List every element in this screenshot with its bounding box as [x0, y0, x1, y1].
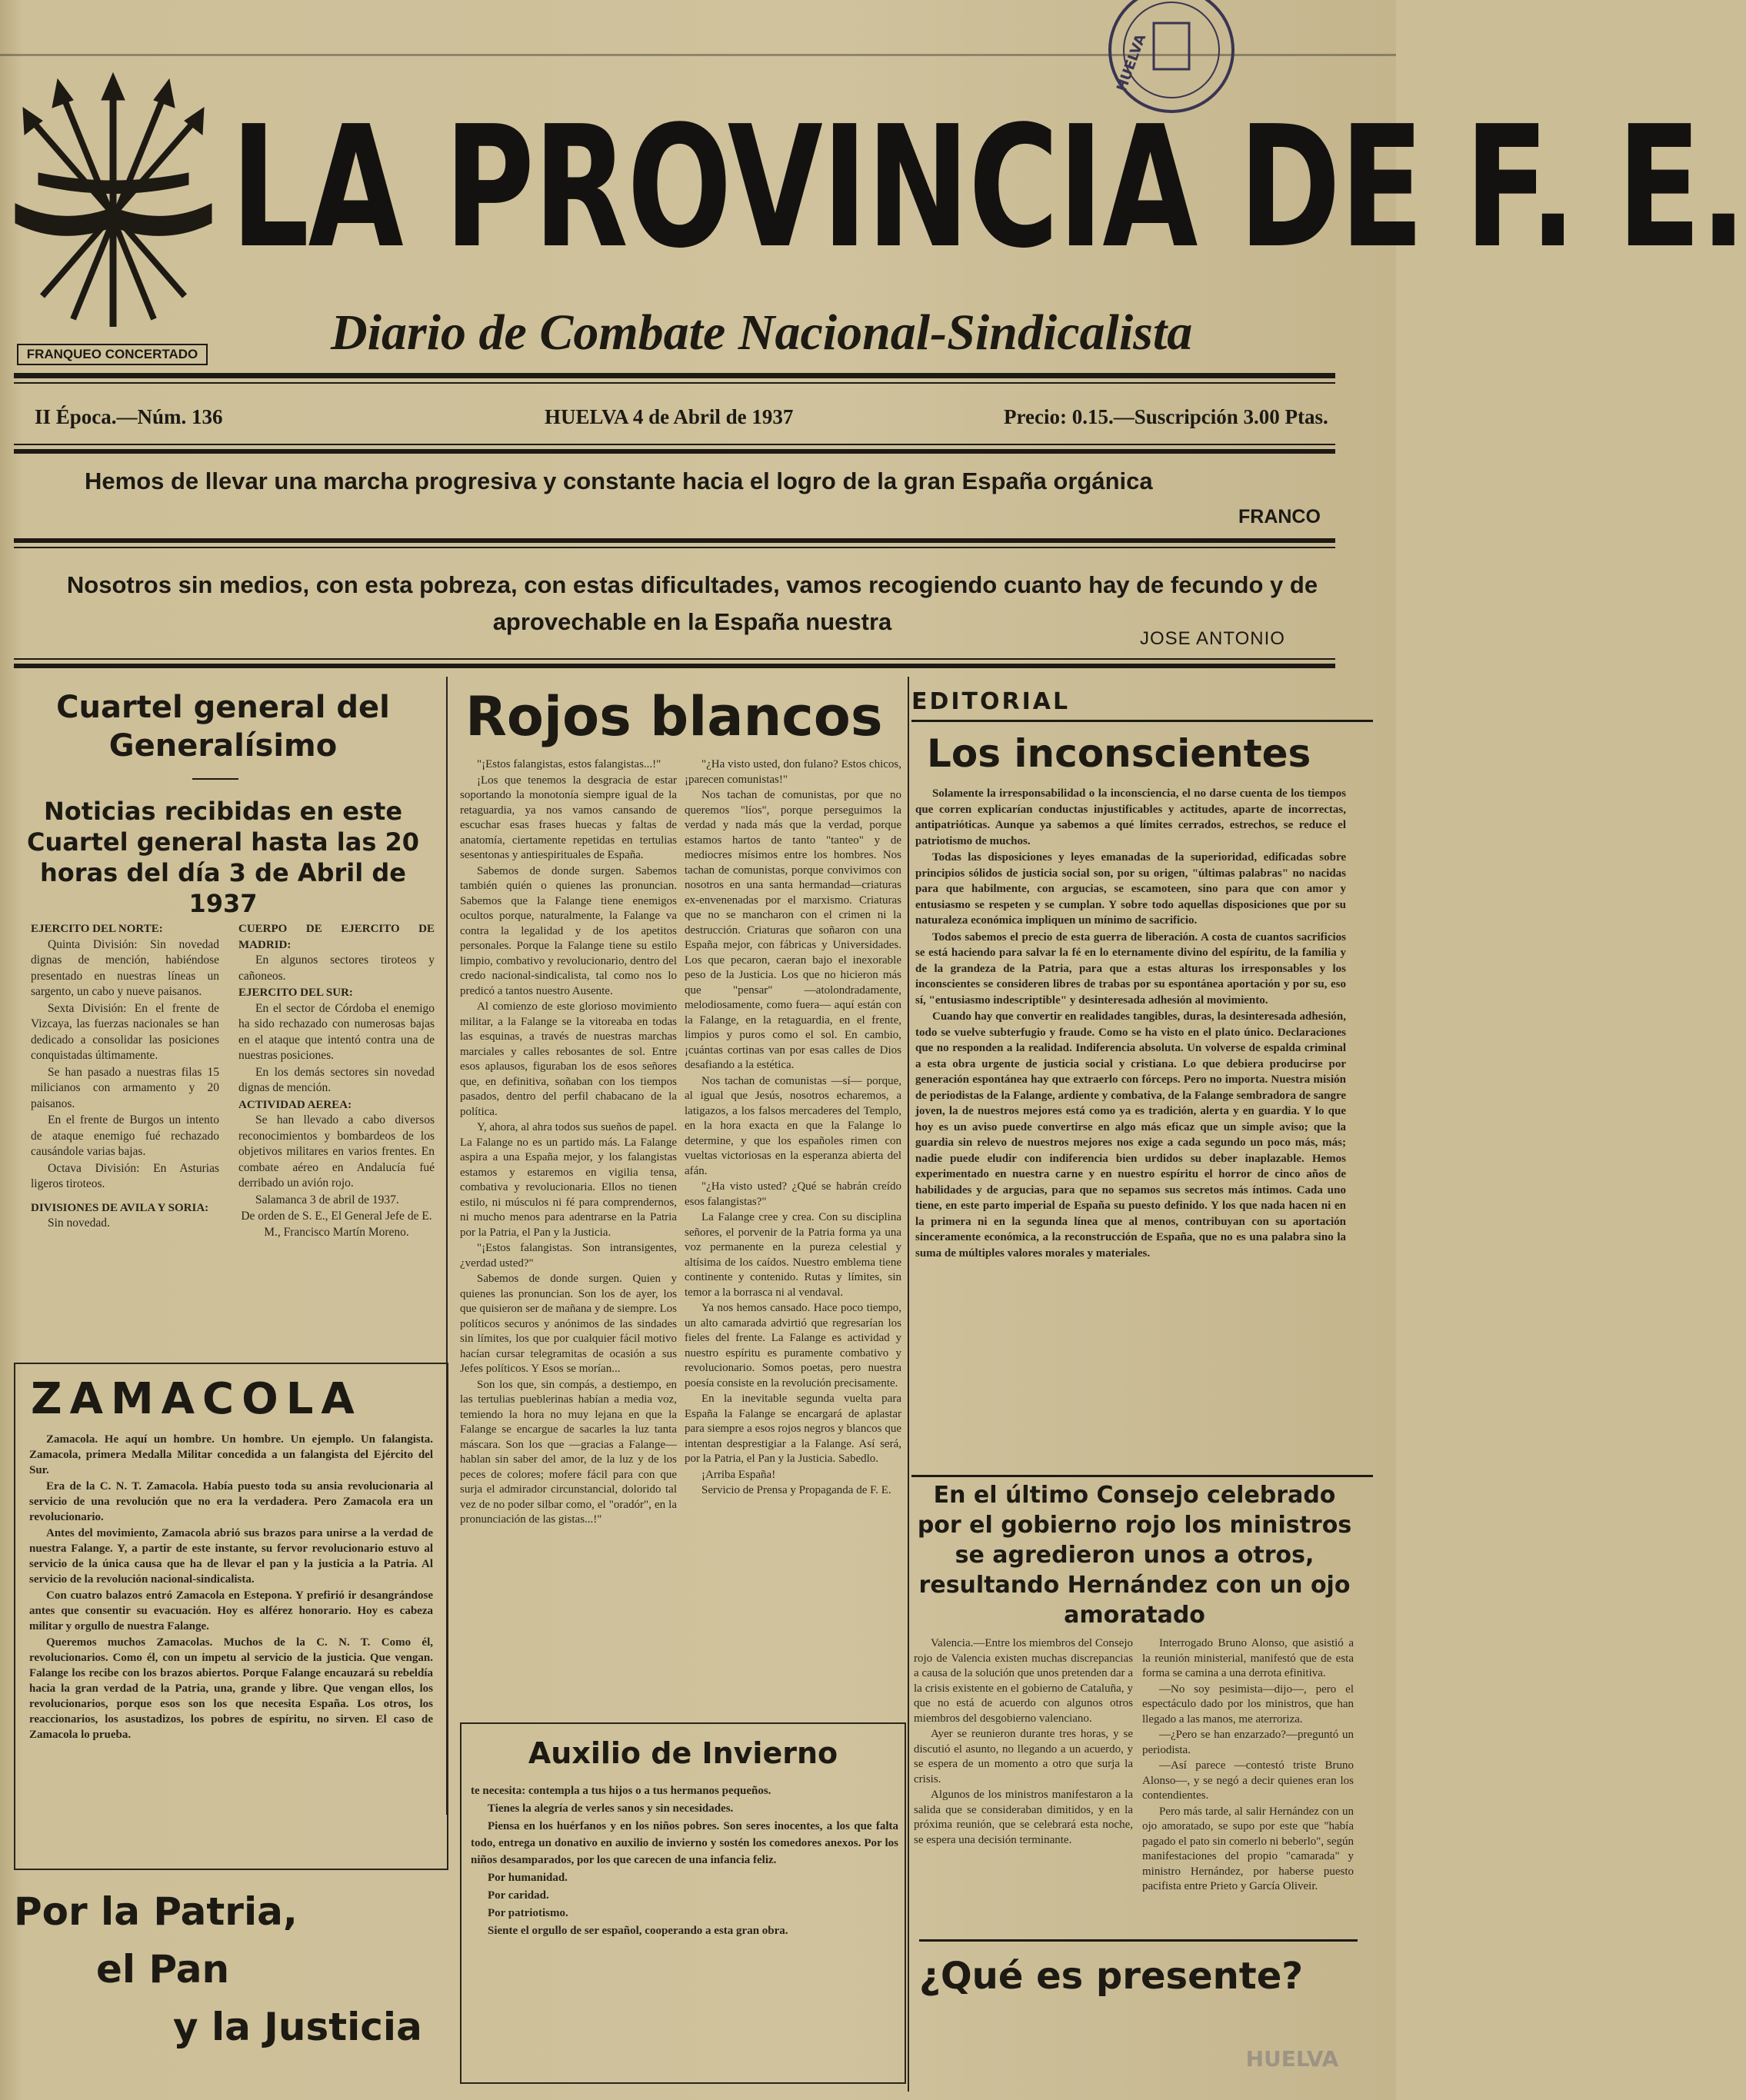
editorial-p4: Cuando hay que convertir en realidades tangibles, duras, la desinteresada adhesión, todo se vuelve subterfugio y fraude. Como se ha visto en el plato único. Declaraciones que no responden a la realidad. Indiferencia absoluta. Un volverse de espalda criminal a esta obra urgente de justicia social y cristiana. Lo que debiera producirse por generación espontánea hay que extraerlo con fórceps. Pero no importa. Nuestra misión de periodistas de la Falange, ardiente y combativa, de la Falange sembradora de sangre joven, la de nuestros mejores está como ya es tradición, alerta y en guardia. Y lo que hoy es un aviso puede convertirse en algo más eficaz que un simple aviso; que la guardia sin relevo de nuestros mejores nos exige a cada segundo un poco más, más; nadie puede eludir con indiferencia bien urdidos su deber inaplazable. Hemos experimentado en nuestra carne y en nuestro espíritu el horror de cinco años de habilidades y de argucias, para que no sepamos sus secretos más íntimos. Cada uno tiene, en este parto imperial de España su puesto definido. Y los que nada hacen ni en la primera ni en la segunda línea que al menos, contribuyan con su aportación sinceramente económica, a la reconstrucción de España, que no es una palabra sino la suma de múltiples valores morales y materiales. — [915, 1010, 1346, 1260]
cuartel-right-heading-3: ACTIVIDAD AEREA: — [238, 1098, 352, 1111]
zamacola-p3: Antes del movimiento, Zamacola abrió sus brazos para unirse a la verdad de nuestra Falange. Y, a partir de este instante, su fervor revolucionario estuvo al servicio de la única causa que ha de llevar el pan y la justicia a la Patria. Al servicio de la revolución nacional-sindicalista. — [29, 1527, 433, 1586]
issue-number: II Época.—Núm. 136 — [35, 405, 223, 428]
rojos-p17: Servicio de Prensa y Propaganda de F. E. — [701, 1484, 891, 1496]
place-date: HUELVA 4 de Abril de 1937 — [545, 405, 794, 428]
masthead-rule-thick — [14, 373, 1335, 378]
cuartel-left-p3: Se han pasado a nuestras filas 15 milicianos con armamento y 20 paisanos. — [31, 1065, 219, 1110]
zamacola-p4: Con cuatro balazos entró Zamacola en Estepona. Y prefirió ir desangrándose antes que consentir su evacuación. Hoy es alférez honorario. Hoy es cabeza militar y orgullo de nuestra Falange. — [29, 1589, 433, 1632]
consejo-p4: Interrogado Bruno Alonso, que asistió a la reunión ministerial, manifestó que de esta forma se camina a una derrota efinitiva. — [1142, 1637, 1354, 1679]
cuartel-left-p1: Quinta División: Sin novedad dignas de mención, habiéndose presentado en nuestras líneas un sargento, un cabo y nueve paisanos. — [31, 937, 219, 998]
newspaper-subtitle: Diario de Combate Nacional-Sindicalista — [331, 305, 1193, 361]
rojos-p14: Ya nos hemos cansado. Hace poco tiempo, un alto camarada advirtió que regresarían los fieles del frente. La Falange es actividad y nuestro espíritu es puramente combativo y revolucionario. Somos poetas, pero nuestra poesía consiste en la revolución precisamente. — [685, 1302, 901, 1389]
editorial-p2: Todas las disposiciones y leyes emanadas de la superioridad, edificadas sobre principios sólidos de justicia social son, por su origen, "últimas palabras" no nacidas para que habilmente, con argucias, se escamoteen, sino para que con amor y entusiasmo se respeten y se cumplan. Y sobre todo aquellas disposiciones que por su naturaleza económica impliquen un mínimo de sacrificio. — [915, 851, 1346, 927]
patria-slogan-line-3: y la Justicia — [173, 2005, 422, 2049]
franqueo-label: FRANQUEO CONCERTADO — [17, 344, 208, 365]
auxilio-p4: Siente el orgullo de ser español, cooperando a esta gran obra. — [488, 1925, 788, 1937]
cuartel-subtitle: Noticias recibidas en este Cuartel general hasta las 20 horas del día 3 de Abril de 1937 — [26, 797, 420, 918]
cuartel-left-p2: Sexta División: En el frente de Vizcaya, las fuerzas nacionales se han dedicado a consolidar las posiciones conquistadas últimamente. — [31, 1001, 219, 1062]
quote-rule-b — [14, 547, 1335, 548]
rojos-title: Rojos blancos — [465, 685, 883, 748]
masthead-rule-thin — [14, 382, 1335, 384]
consejo-p6: —¿Pero se han enzarzado?—preguntó un periodista. — [1142, 1729, 1354, 1756]
zamacola-p5: Queremos muchos Zamacolas. Muchos de la C. N. T. Como él, revolucionarios. Como él, con un impetu al servicio de la justicia. Que vengan. Falange los recibe con los brazos abiertos. Porque Falange encauzará su rebeldía hacia la gran verdad de la Patria, una, grande y libre. Que vengan ellos, los revolucionarios, porque esos son los que necesita España. Los otros, los reaccionarios, los asustadizos, los pobres de espíritu, no sirven. El caso de Zamacola lo prueba. — [29, 1636, 433, 1741]
editorial-kicker-rule — [911, 720, 1373, 722]
rojos-p10: Nos tachan de comunistas, por que no queremos "líos", porque perseguimos la verdad y nada más que la verdad, porque estamos hartos de tanto "tanteo" y de mediocres mísimos entre los hombres. Nos tachan de comunistas, porque convivimos con nosotros en una santa hermandad—criaturas ex-envenenadas por el marxismo. Criaturas que no se mancharon con el crimen ni la destrucción. Criaturas que soñaron con una España mejor, con fábricas y Universidades. Los que pecaron, caeran bajo el inexorable peso de la Justicia. Los que no hicieron más que "pensar" —atolondradamente, melodiosamente, como fuera— aquí están con la Falange, en la retaguardia, en el frente, limpios y puros como el sol. En cambio, ¡cuántas cortinas van por esas calles de Dios desafiando a la estética. — [685, 789, 901, 1071]
patria-slogan-line-1: Por la Patria, — [14, 1889, 298, 1934]
cuartel-right-heading-2: EJERCITO DEL SUR: — [238, 987, 353, 999]
rojos-p13: La Falange cree y crea. Con su disciplina señores, el porvenir de la Patria forma ya una voz permanente en la pureza celestial y altísima de los caídos. Nuestro emblema tiene continente y contenido. Rutas y límites, sin temor a la borrasca ni al vendaval. — [685, 1211, 901, 1299]
rojos-column-right — [685, 757, 901, 1715]
patria-slogan-line-2: el Pan — [96, 1947, 230, 1992]
franco-author: FRANCO — [1238, 506, 1321, 527]
infobar-rule-thick — [14, 449, 1335, 454]
column-rule-2 — [908, 677, 909, 2092]
editorial-title: Los inconscientes — [927, 731, 1311, 776]
price: Precio: 0.15.—Suscripción 3.00 Ptas. — [1004, 405, 1328, 428]
rojos-p7: Sabemos de donde surgen. Quien y quienes las pronuncian. Son los de ayer, los que quisieron ser de mañana y de siempre. Los políticos securos y anónimos de las sindades sin límites, los que por cualquier fácil motivo hacían cursar telegramitas de ocasión a sus Jefes políticos. Y Esos se morían... — [460, 1273, 677, 1375]
stamp-text: HUELVA — [1113, 32, 1150, 94]
presente-title: ¿Qué es presente? — [919, 1955, 1304, 1998]
zamacola-p2: Era de la C. N. T. Zamacola. Había puesto toda su ansia revolucionaria al servicio de una revolución que no era la verdadera. Pero Zamacola era un revolucionario. — [29, 1480, 433, 1523]
editorial-p1: Solamente la irresponsabilidad o la inconsciencia, el no darse cuenta de los tiempos que corren explicarían conductas injustificables y actitudes, aparte de incorrectas, antipatrióticas. Aunque ya sabemos a qué límites cerrados, estrechos, se reduce el patriotismo de muchos. — [915, 787, 1346, 847]
zamacola-title: ZAMACOLA — [31, 1374, 362, 1424]
rojos-p11: Nos tachan de comunistas —sí— porque, al igual que Jesús, nosotros echaremos, a latigazos, a los falsos mercaderes del Templo, en la hora exacta en que la Falange lo determine, y que los españoles rimen con vueltas victoriosas en la esperanza abierta del afán. — [685, 1074, 901, 1177]
editorial-body — [915, 786, 1346, 1509]
cuartel-right-p3: En los demás sectores sin novedad dignas de mención. — [238, 1065, 435, 1094]
cuartel-left-heading: EJERCITO DEL NORTE: — [31, 923, 163, 935]
auxilio-body — [471, 1782, 898, 2078]
editorial-p3: Todos sabemos el precio de esta guerra de liberación. A costa de cuantos sacrificios se está haciendo para salvar la fé en lo eternamente divino del espíritu, de la familia y de la grandeza de la Patria, para que a estas alturas los irresponsables y los inconscientes se consideren libres de trabas por su espontánea aportación y por su, eso sí, "entusiasmo indescriptible" y desinteresada adhesión al movimiento. — [915, 930, 1346, 1007]
auxilio-p3: Piensa en los huérfanos y en los niños pobres. Son seres inocentes, a los que falta todo, entrega un donativo en auxilio de invierno y sostén los comedores anexos. Por los niños desamparados, por los que carecen de una infancia feliz. — [471, 1820, 898, 1866]
consejo-title: En el último Consejo celebrado por el gobierno rojo los ministros se agredieron unos a otros, resultando Hernández con un ojo amoratado — [917, 1482, 1352, 1629]
rojos-p2: ¡Los que tenemos la desgracia de estar soportando la monotonía siempre igual de la retaguardia, ya nos vamos cansando de escuchar esas frases huecas y faltas de anatomía, ciertamente repetidas en tertulias sesentonas y antiespirituales de España. — [460, 774, 677, 861]
auxilio-p2: Tienes la alegría de verles sanos y sin necesidades. — [488, 1802, 734, 1815]
cuartel-right-p1: En algunos sectores tiroteos y cañoneos. — [238, 953, 435, 983]
rojos-p12: "¿Ha visto usted? ¿Qué se habrán creído esos falangistas?" — [685, 1180, 901, 1208]
rojos-p4: Al comienzo de este glorioso movimiento militar, a la Falange se la vitoreaba en todas las esquinas, a través de nuestras marchas marciales y calles rebosantes de sol. Entre esos aplausos, figuraban los de esos señores que, en definitiva, soñaban con los tiempos pasados, dentro del perfil chabacano de la política. — [460, 1000, 677, 1118]
franco-quote: Hemos de llevar una marcha progresiva y constante hacia el logro de la gran España orgánica — [85, 468, 1153, 494]
cuartel-right-p5: Salamanca 3 de abril de 1937. — [255, 1193, 399, 1206]
cuartel-right-heading: CUERPO DE EJERCITO DE MADRID: — [238, 923, 435, 951]
consejo-p7: —Así parece —contestó triste Bruno Alonso—, y se negó a decir quienes eran los contendientes. — [1142, 1759, 1354, 1802]
rojos-p5: Y, ahora, al ahra todos sus sueños de papel. La Falange no es un partido más. La Falange aspira a una España mejor, y los falangistas estamos y estaremos en vigilia tensa, combativa y revolucionaria. Ellos no tienen estilo, ni músculos ni fé para comprendernos, ni mucho menos para adentrarse en la Patria por la Patria, el Pan y la Justicia. — [460, 1121, 677, 1239]
cuartel-left-p5: Octava División: En Asturias ligeros tiroteos. — [31, 1161, 219, 1190]
quote-rule-a — [14, 538, 1335, 543]
rojos-column-left — [460, 757, 677, 1715]
rojos-p6: "¡Estos falangistas. Son intransigentes, ¿verdad usted?" — [460, 1242, 677, 1270]
consejo-p3: Algunos de los ministros manifestaron a la salida que se consideraban dimitidos, y en la próxima reunión, que se celebrará esta noche, se espera una decisión terminante. — [914, 1789, 1133, 1846]
zamacola-p1: Zamacola. He aquí un hombre. Un hombre. Un ejemplo. Un falangista. Zamacola, primera Medalla Militar concedida a un falangista del Ejército del Sur. — [29, 1433, 433, 1476]
yoke-and-arrows-emblem — [15, 73, 212, 327]
huelva-watermark: HUELVA — [1245, 2046, 1339, 2072]
rojos-p15: En la inevitable segunda vuelta para España la Falange se encargará de aplastar para siempre a esos rojos negros y blancos que intentan desprestigiar a la Falange. Así será, por la Patria, el Pan y la Justicia. Sabedlo. — [685, 1393, 901, 1465]
consejo-p2: Ayer se reunieron durante tres horas, y se discutió el asunto, no llegando a un acuerdo, y se espera de un momento a otro que surja la crisis. — [914, 1728, 1133, 1785]
auxilio-p1: te necesita: contempla a tus hijos o a tus hermanos pequeños. — [471, 1785, 771, 1797]
rojos-p16: ¡Arriba España! — [701, 1468, 776, 1481]
consejo-column-right — [1142, 1636, 1354, 1975]
section-rule-b — [14, 664, 1335, 668]
consejo-p5: —No soy pesimista—dijo—, pero el espectáculo dado por los ministros, que han llegado a las manos, me aterroriza. — [1142, 1682, 1354, 1726]
library-seal-stamp — [1091, 0, 1248, 115]
infobar-rule-thin — [14, 444, 1335, 445]
cuartel-left-heading-2: DIVISIONES DE AVILA Y SORIA: — [31, 1201, 209, 1214]
section-rule-a — [14, 658, 1335, 660]
cuartel-left-p6: Sin novedad. — [48, 1216, 110, 1230]
cuartel-left-column — [31, 921, 219, 1352]
jose-antonio-quote: Nosotros sin medios, con esta pobreza, con estas dificultades, vamos recogiendo cuanto hay de fecundo y de aprovechable en la España nuestra — [66, 571, 1318, 635]
cuartel-right-column — [238, 921, 435, 1352]
auxilio-title: Auxilio de Invierno — [528, 1736, 838, 1770]
rojos-p9: "¿Ha visto usted, don fulano? Estos chicos, ¡parecen comunistas!" — [685, 758, 901, 786]
consejo-p1: Valencia.—Entre los miembros del Consejo rojo de Valencia existen muchas discrepancias a causa de la solución que unos pretenden dar a la crisis existente en el gobierno de Cataluña, y que no está de acuerdo con algunos otros miembros del desgobierno valenciano. — [914, 1637, 1133, 1725]
cuartel-right-p6: De orden de S. E., El General Jefe de E. M., Francisco Martín Moreno. — [241, 1210, 432, 1239]
editorial-end-rule — [911, 1475, 1373, 1477]
cuartel-right-p4: Se han llevado a cabo diversos reconocimientos y bombardeos de los objetivos militares en varios frentes. En combate aéreo en Andalucía fué derribado un avión rojo. — [238, 1113, 435, 1190]
rojos-p1: "¡Estos falangistas, estos falangistas...!" — [477, 758, 661, 770]
cuartel-right-p2: En el sector de Córdoba el enemigo ha sido rechazado con numerosas bajas en el ataque que intentó contra una de nuestras posiciones. — [238, 1001, 435, 1062]
rojos-p8: Son los que, sin compás, a destiempo, en las tertulias pueblerinas habían a media voz, temiendo la hora no muy lejana en que la Falange se encargue de sacarles la luz tanta máscara. Son los que —gracias a Falange— hablan sin saber del amor, de la luz y de los peces de colores; mofere fácil para con que surja el admirador circunstancial, dolorido tal vez de no poder silbar como, el "oradór", en la pronunciación de las gistas...!" — [460, 1378, 677, 1526]
presente-rule — [919, 1939, 1358, 1942]
auxilio-line-2: Por caridad. — [488, 1889, 549, 1902]
newspaper-title: LA PROVINCIA DE F. E. — [231, 91, 1746, 285]
jose-antonio-author: JOSE ANTONIO — [1140, 628, 1285, 649]
cuartel-title: Cuartel general del Generalísimo — [56, 690, 390, 764]
auxilio-line-1: Por humanidad. — [488, 1872, 568, 1884]
auxilio-line-3: Por patriotismo. — [488, 1907, 568, 1919]
editorial-kicker: EDITORIAL — [911, 688, 1071, 715]
consejo-column-left — [914, 1636, 1133, 1975]
cuartel-dash — [192, 778, 238, 780]
rojos-p3: Sabemos de donde surgen. Sabemos también quién o quienes las pronuncian. Sabemos que la Falange tiene enemigos ocultos porque, naturalmente, la Falange va contra la legalidad y de los apetitos personales. Porque la Falange tiene su estilo limpio, combativo y revolucionario, dentro del credo nacional-sindicalista, tal como nos lo predicó a tantos nuestro Ausente. — [460, 864, 677, 997]
consejo-p8: Pero más tarde, al salir Hernández con un ojo amoratado, se supo por este que "había pagado el pato sin comerlo ni beberlo", según manifestaciones del propio "camarada" y ministro Hernández, por haberse puesto pacifista entre Prieto y García Oliveir. — [1142, 1805, 1354, 1892]
cuartel-left-p4: En el frente de Burgos un intento de ataque enemigo fué rechazado causándole varias bajas. — [31, 1113, 219, 1158]
zamacola-body — [29, 1432, 433, 1862]
